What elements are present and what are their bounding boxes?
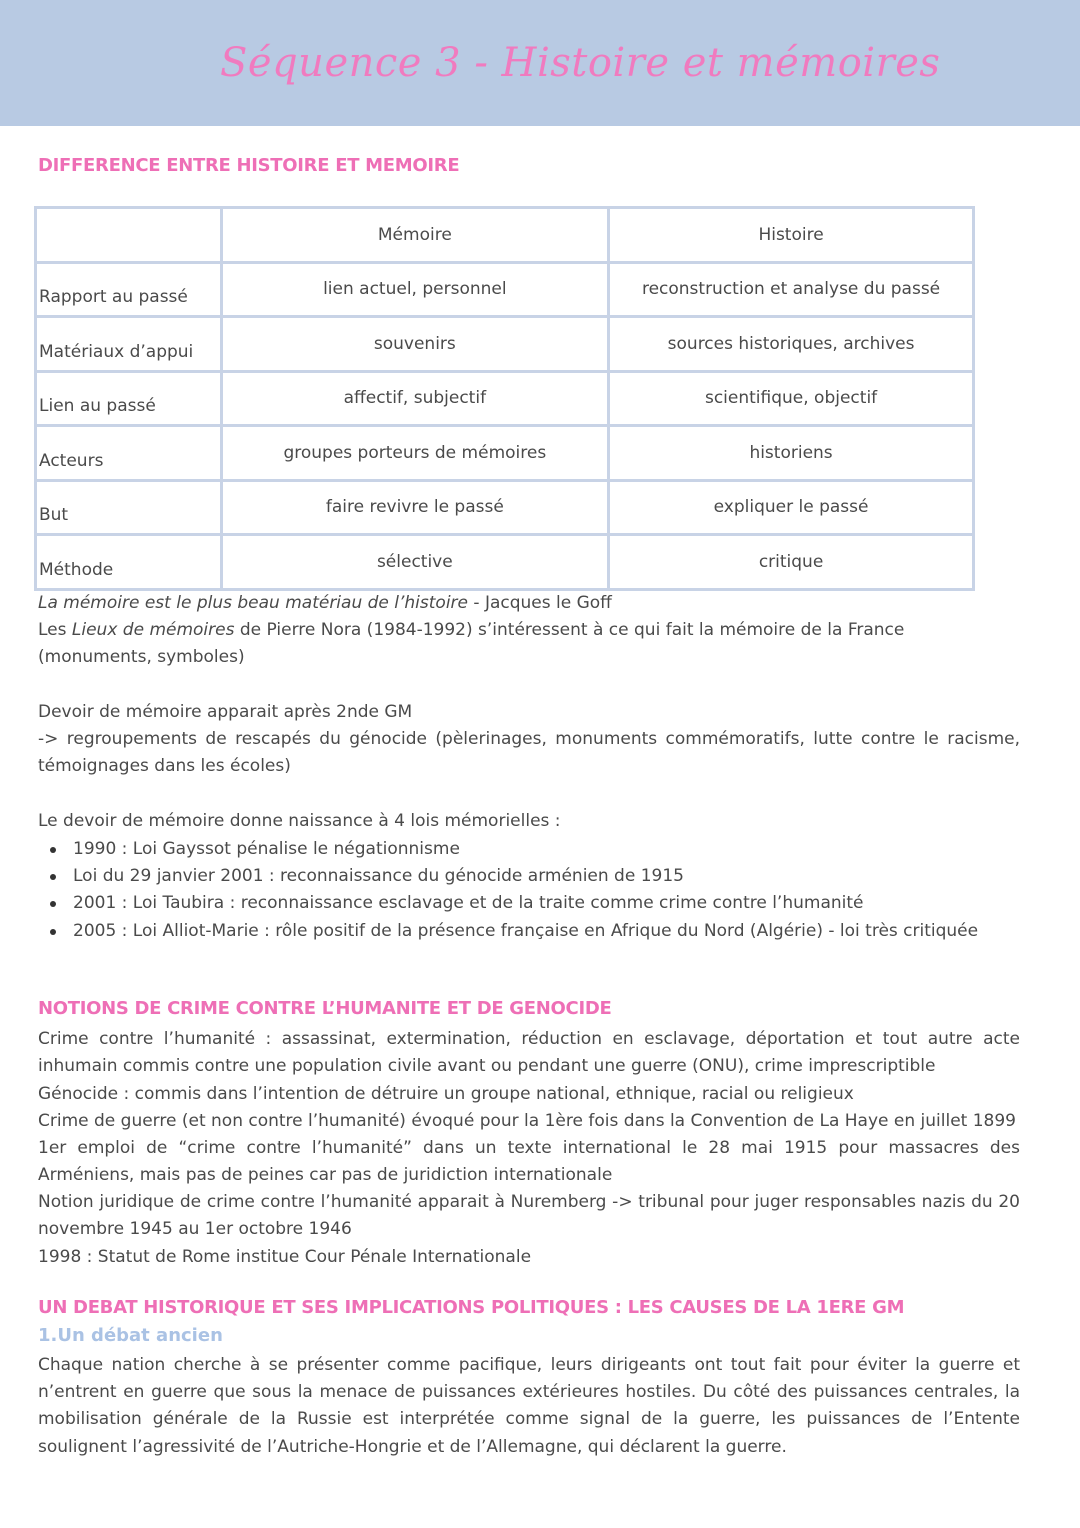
subsection-title-debat-ancien: 1.Un débat ancien (38, 1325, 223, 1346)
row-label: Matériaux d’appui (36, 317, 222, 372)
table-row (36, 371, 974, 426)
table-row (36, 535, 974, 590)
devoir-memoire-details: -> regroupements de rescapés du génocide (pèlerinages, monuments commémoratifs, lutte contre le racisme, témoignages dans les écoles) (38, 729, 1020, 777)
section-title-crime: NOTIONS DE CRIME CONTRE L’HUMANITE ET DE GENOCIDE (38, 998, 612, 1019)
quote-text: La mémoire est le plus beau matériau de l’histoire (38, 593, 468, 613)
section-title-difference: DIFFERENCE ENTRE HISTOIRE ET MEMOIRE (38, 155, 460, 176)
nora-rest: de Pierre Nora (1984-1992) s’intéressent à ce qui fait la mémoire de la France (monuments, symboles) (38, 620, 905, 668)
table-header-row (36, 208, 974, 263)
row-label: Acteurs (36, 426, 222, 481)
section-title-debat: UN DEBAT HISTORIQUE ET SES IMPLICATIONS POLITIQUES : LES CAUSES DE LA 1ERE GM (38, 1297, 905, 1318)
table-header-histoire: Histoire (609, 208, 974, 263)
list-item: 2001 : Loi Taubira : reconnaissance esclavage et de la traite comme crime contre l’humanité (38, 890, 1028, 917)
table-row (36, 480, 974, 535)
nora-paragraph (38, 617, 1020, 671)
table-header-empty (36, 208, 222, 263)
cell-memoire: souvenirs (221, 317, 609, 372)
list-item: Loi du 29 janvier 2001 : reconnaissance du génocide arménien de 1915 (38, 863, 1028, 890)
cell-histoire: scientifique, objectif (609, 371, 974, 426)
premier-emploi-paragraph: 1er emploi de “crime contre l’humanité” dans un texte international le 28 mai 1915 pour massacres des Arméniens, mais pas de peines car pas de juridiction internationale (38, 1138, 1020, 1186)
row-label: Lien au passé (36, 371, 222, 426)
table-row (36, 317, 974, 372)
cell-memoire: groupes porteurs de mémoires (221, 426, 609, 481)
page-title: Séquence 3 - Histoire et mémoires (220, 40, 941, 86)
quote-author: - Jacques le Goff (468, 593, 612, 613)
nuremberg-paragraph: Notion juridique de crime contre l’humanité apparait à Nuremberg -> tribunal pour juger responsables nazis du 20 novembre 1945 au 1er octobre 1946 (38, 1192, 1020, 1240)
table-row (36, 426, 974, 481)
nora-prefix: Les (38, 620, 72, 640)
table-header-memoire: Mémoire (221, 208, 609, 263)
list-item: 1990 : Loi Gayssot pénalise le négationnisme (38, 836, 1028, 863)
row-label: But (36, 480, 222, 535)
le-goff-quote (38, 590, 1020, 617)
table-row (36, 262, 974, 317)
cell-histoire: expliquer le passé (609, 480, 974, 535)
lois-intro: Le devoir de mémoire donne naissance à 4 lois mémorielles : (38, 811, 561, 831)
list-item: 2005 : Loi Alliot-Marie : rôle positif de la présence française en Afrique du Nord (Algérie) - loi très critiquée (38, 918, 1028, 945)
cell-memoire: lien actuel, personnel (221, 262, 609, 317)
cell-memoire: faire revivre le passé (221, 480, 609, 535)
cell-memoire: affectif, subjectif (221, 371, 609, 426)
cell-memoire: sélective (221, 535, 609, 590)
comparison-table (34, 206, 975, 591)
devoir-memoire-line: Devoir de mémoire apparait après 2nde GM (38, 702, 413, 722)
page-header (0, 0, 1080, 126)
genocide-definition: Génocide : commis dans l’intention de détruire un groupe national, ethnique, racial ou religieux (38, 1084, 854, 1104)
cell-histoire: sources historiques, archives (609, 317, 974, 372)
row-label: Méthode (36, 535, 222, 590)
cell-histoire: reconstruction et analyse du passé (609, 262, 974, 317)
rome-statute-paragraph: 1998 : Statut de Rome institue Cour Pénale Internationale (38, 1247, 532, 1267)
cell-histoire: critique (609, 535, 974, 590)
row-label: Rapport au passé (36, 262, 222, 317)
debat-paragraph: Chaque nation cherche à se présenter comme pacifique, leurs dirigeants ont tout fait pour éviter la guerre et n’entrent en guerre que sous la menace de puissances extérieures hostiles. Du côté des puissances centrales, la mobilisation générale de la Russie est interprétée comme signal de la guerre, les puissances de l’Entente soulignent l’agressivité de l’Autriche-Hongrie et de l’Allemagne, qui déclarent la guerre. (38, 1355, 1020, 1457)
crime-definition: Crime contre l’humanité : assassinat, extermination, réduction en esclavage, déportation et tout autre acte inhumain commis contre une population civile avant ou pendant une guerre (ONU), crime imprescriptible (38, 1029, 1020, 1077)
lois-list (38, 836, 1028, 945)
crime-guerre-paragraph: Crime de guerre (et non contre l’humanité) évoqué pour la 1ère fois dans la Convention de La Haye en juillet 1899 (38, 1111, 1016, 1131)
cell-histoire: historiens (609, 426, 974, 481)
nora-book-title: Lieux de mémoires (71, 620, 235, 640)
